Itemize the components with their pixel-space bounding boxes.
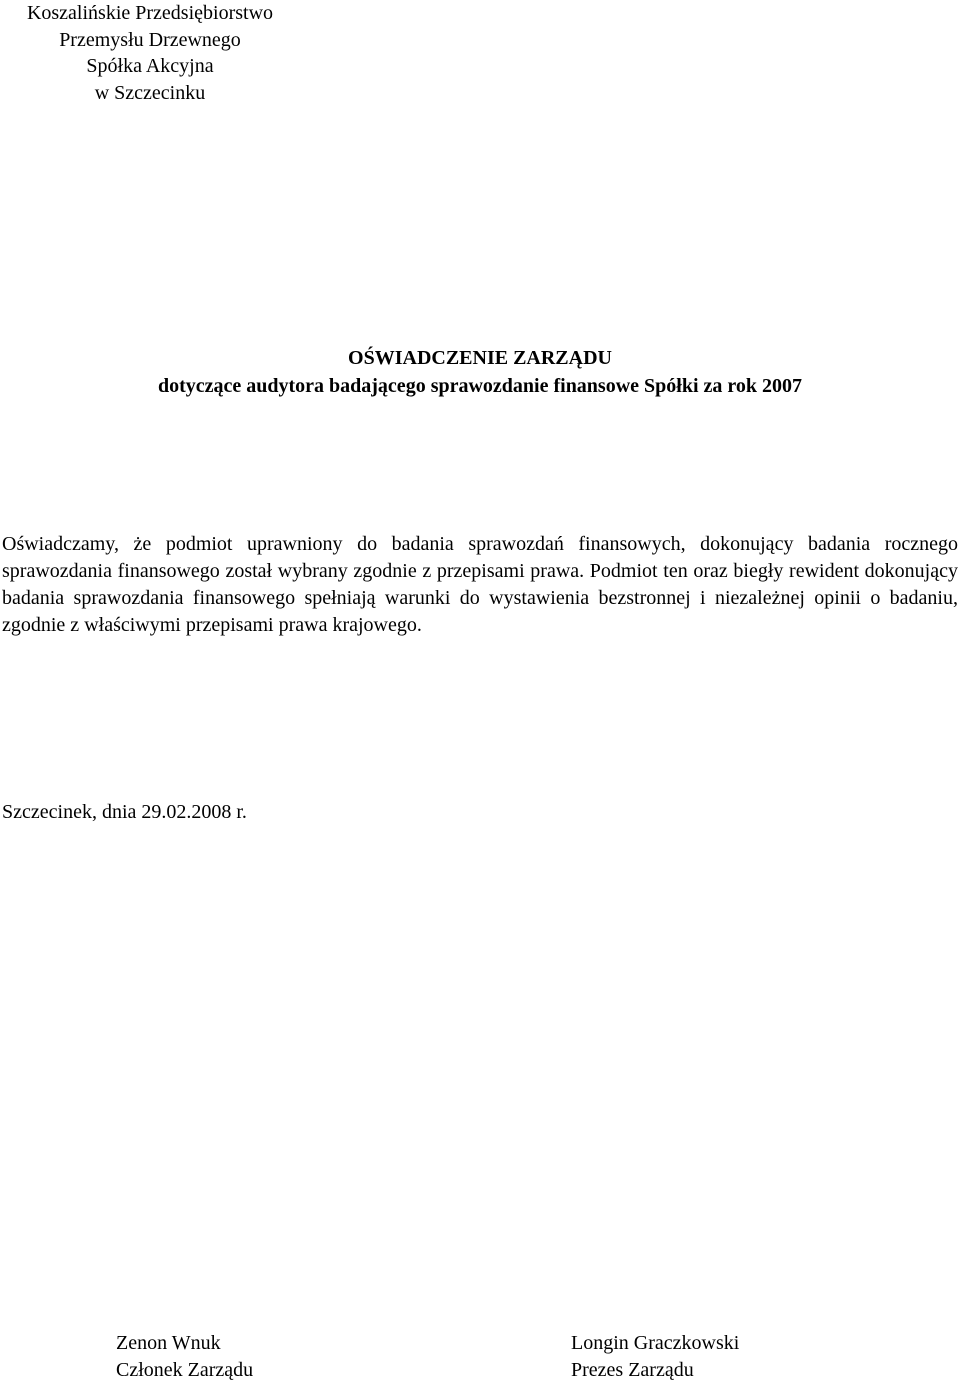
statement-body [2,531,958,639]
signatory-name: Zenon Wnuk [116,1332,221,1354]
signatory-role: Członek Zarządu [116,1359,254,1381]
company-legal-form: Spółka Akcyjna [86,55,214,77]
document-heading: OŚWIADCZENIE ZARZĄDU [348,347,612,369]
place-and-date: Szczecinek, dnia 29.02.2008 r. [2,801,247,823]
document-title-block [0,344,960,400]
document-subheading: dotyczące audytora badającego sprawozdanie finansowe Spółki za rok 2007 [157,375,803,397]
company-name-line-1: Koszalińskie Przedsiębiorstwo [26,2,274,24]
signatory-role: Prezes Zarządu [571,1359,694,1381]
signature-block-president [571,1330,739,1384]
company-header [0,0,300,106]
company-location: w Szczecinku [94,81,206,104]
signatory-name: Longin Graczkowski [571,1332,740,1354]
signature-block-member [116,1330,253,1384]
statement-paragraph: Oświadczamy, że podmiot uprawniony do badania sprawozdań finansowych, dokonujący badania rocznego sprawozdania finansowego został wybrany zgodnie z przepisami prawa. Podmiot ten oraz biegły rewident dokonujący badania sprawozdania finansowego spełniają warunki do wystawienia bezstronnej i niezależnej opinii o badaniu, zgodnie z właściwymi przepisami prawa krajowego. [2,533,958,636]
company-name-line-2: Przemysłu Drzewnego [59,28,241,51]
